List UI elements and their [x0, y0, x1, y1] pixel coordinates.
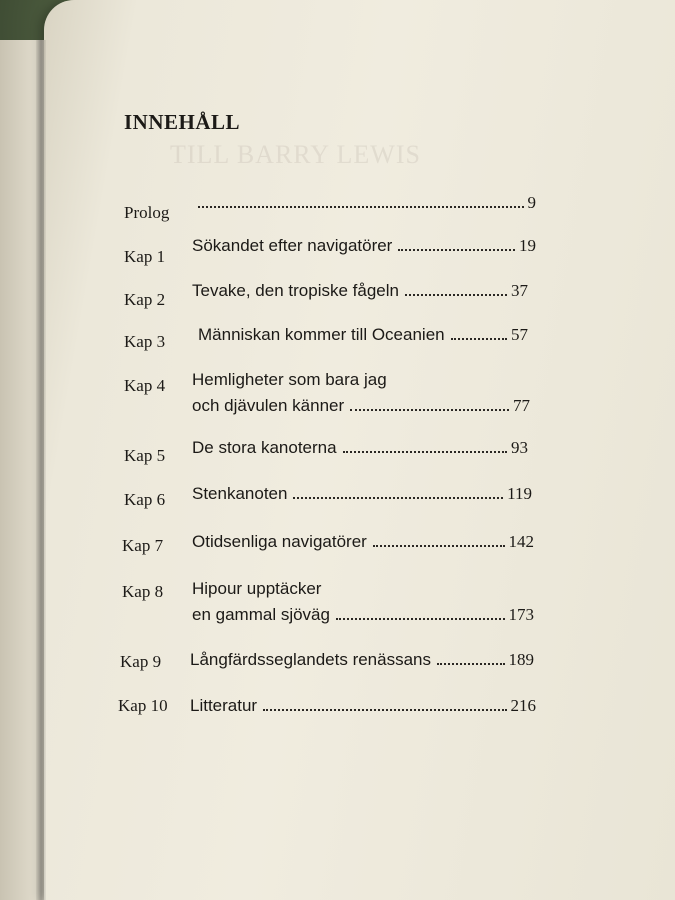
toc-entry-title: Sökandet efter navigatörer: [192, 236, 393, 255]
dot-leader: [398, 249, 515, 251]
toc-entry-title: Tevake, den tropiske fågeln: [192, 281, 399, 300]
toc-entry-kap6: [192, 484, 532, 504]
toc-heading: INNEHÅLL: [124, 110, 241, 134]
toc-label-kap4: Kap 4: [124, 376, 166, 395]
toc-label-kap10: Kap 10: [118, 696, 168, 715]
toc-page-number: 189: [508, 650, 534, 669]
toc-entry-title: Människan kommer till Oceanien: [198, 325, 445, 344]
dot-leader: [263, 709, 506, 711]
toc-entry-kap7: [192, 532, 534, 552]
toc-page-number: 93: [511, 438, 528, 457]
toc-page-number: 119: [507, 484, 532, 503]
toc-label-kap3: Kap 3: [124, 332, 166, 351]
toc-label-kap8: Kap 8: [122, 582, 164, 601]
dot-leader: [343, 451, 507, 453]
book-spine: [36, 40, 46, 900]
dot-leader: [405, 294, 507, 296]
toc-page-number: 142: [508, 532, 534, 551]
toc-entry-kap4: [192, 370, 530, 416]
toc-page-number: 9: [527, 193, 536, 212]
toc-entry-kap2: [192, 281, 528, 301]
toc-entry-title-line1: Hemligheter som bara jag: [192, 370, 387, 389]
toc-label-kap7: Kap 7: [122, 536, 164, 555]
toc-entry-title-line2: och djävulen känner: [192, 396, 345, 415]
toc-page-number: 37: [511, 281, 528, 300]
toc-label-kap1: Kap 1: [124, 247, 166, 266]
toc-entry-title: Långfärdsseglandets renässans: [190, 650, 431, 669]
toc-entry-title: Otidsenliga navigatörer: [192, 532, 367, 551]
toc-page-number: 77: [513, 396, 530, 415]
dot-leader: [451, 338, 507, 340]
dot-leader: [336, 618, 505, 620]
toc-entry-kap1: [192, 236, 536, 256]
toc-page-number: 57: [511, 325, 528, 344]
toc-entry-title-line1: Hipour upptäcker: [192, 579, 322, 598]
toc-entry-prolog: [192, 193, 536, 213]
toc-page-number: 216: [510, 696, 536, 715]
toc-entry-title-line2: en gammal sjöväg: [192, 605, 330, 624]
dot-leader: [198, 206, 524, 208]
dot-leader: [437, 663, 505, 665]
toc-page-number: 19: [519, 236, 536, 255]
toc-entry-title: Litteratur: [190, 696, 258, 715]
dot-leader: [373, 545, 505, 547]
dot-leader: [350, 409, 509, 411]
toc-entry-kap10: [190, 696, 536, 716]
show-through-text: TILL BARRY LEWIS: [170, 140, 421, 169]
toc-label-kap6: Kap 6: [124, 490, 166, 509]
toc-entry-title: De stora kanoterna: [192, 438, 337, 457]
toc-entry-kap8: [192, 579, 534, 625]
toc-entry-title: Stenkanoten: [192, 484, 288, 503]
toc-label-prolog: Prolog: [124, 203, 170, 222]
toc-label-kap5: Kap 5: [124, 446, 166, 465]
toc-label-kap9: Kap 9: [120, 652, 162, 671]
dot-leader: [293, 497, 503, 499]
toc-entry-kap3: [198, 325, 528, 345]
toc-entry-kap9: [190, 650, 534, 670]
toc-entry-kap5: [192, 438, 528, 458]
toc-page-number: 173: [508, 605, 534, 624]
toc-label-kap2: Kap 2: [124, 290, 166, 309]
